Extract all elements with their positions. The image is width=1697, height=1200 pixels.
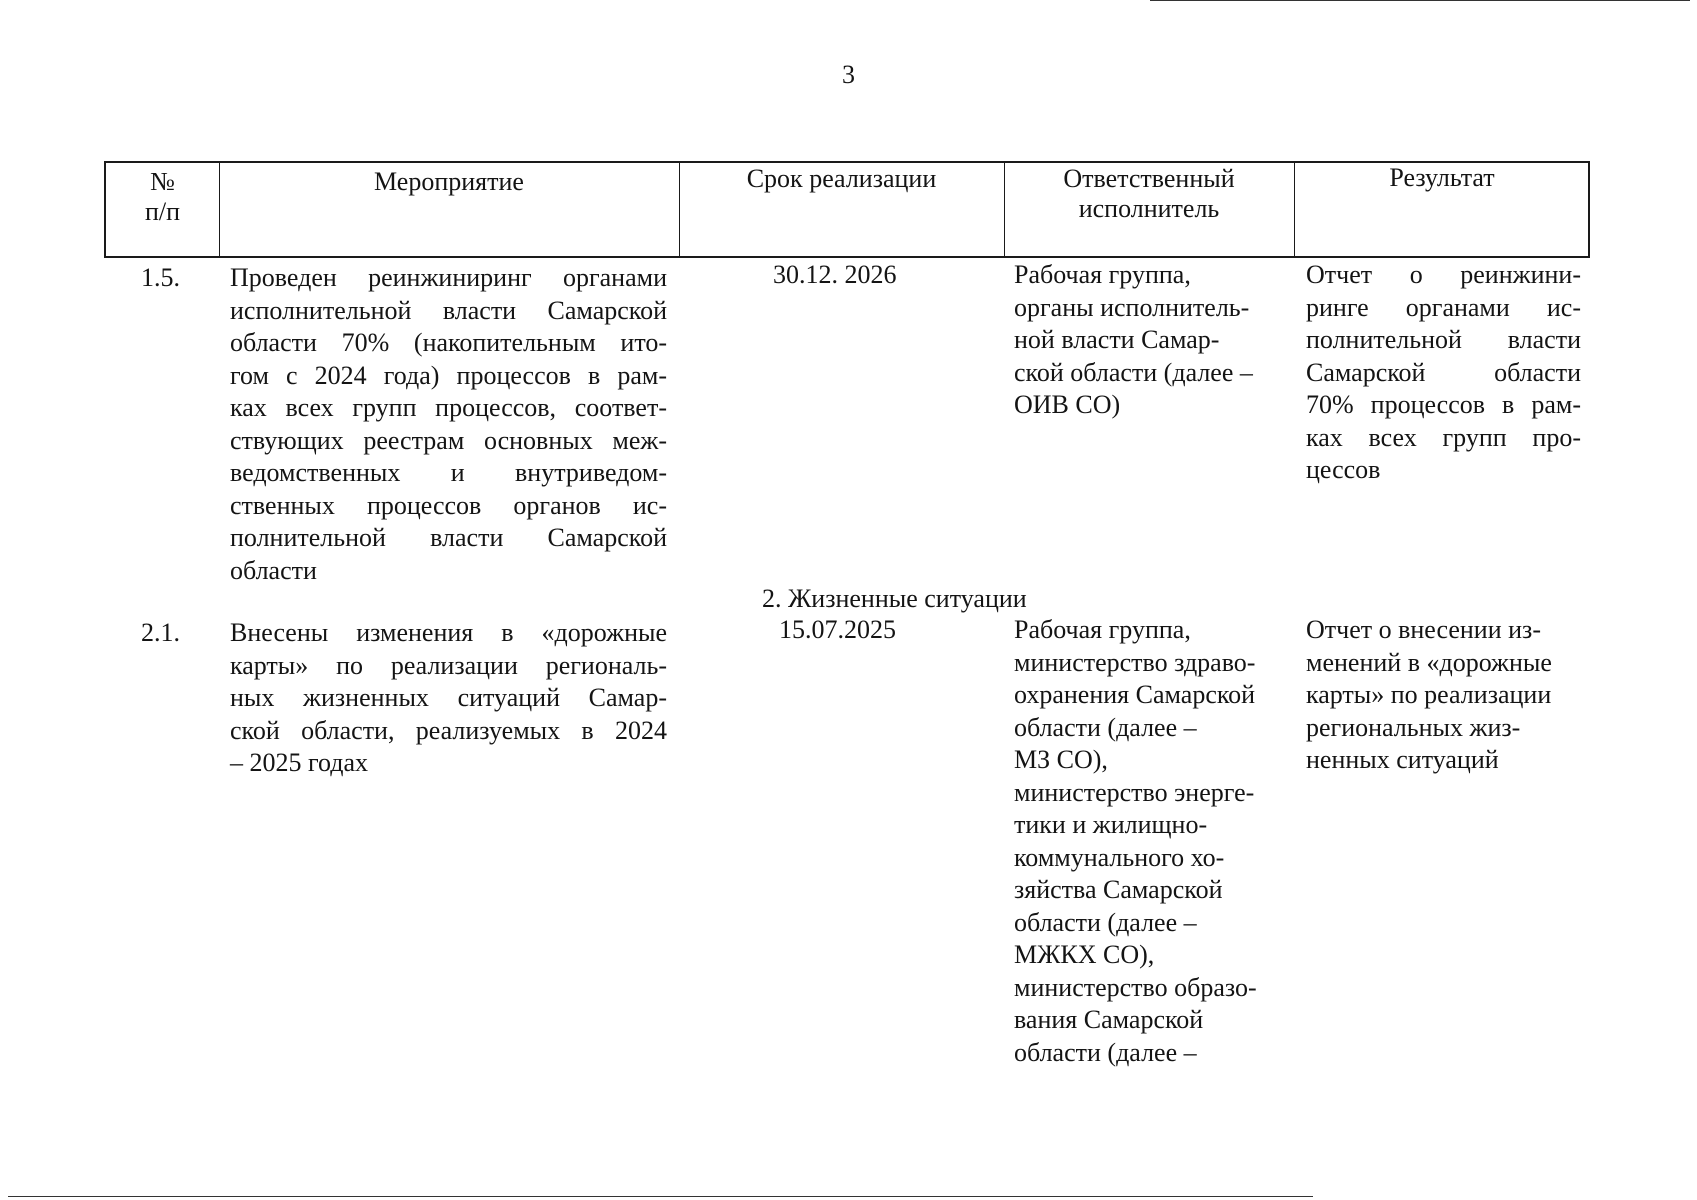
text-line: ненных ситуаций <box>1306 745 1499 774</box>
text-line: ках всех групп про- <box>1306 422 1581 452</box>
text-line: МЖКХ СО), <box>1014 940 1155 969</box>
text-line: органы исполнитель- <box>1014 292 1250 322</box>
text-line: полнительной власти Самарской <box>230 523 667 552</box>
text-line: ведомственных и внутриведом- <box>230 458 667 487</box>
table-header <box>104 161 1590 258</box>
header-executor-line: исполнитель <box>1078 194 1220 223</box>
row-term: 30.12. 2026 <box>773 260 897 289</box>
header-executor <box>1004 164 1294 224</box>
text-line: гом с 2024 года) процессов в рам- <box>230 360 667 390</box>
text-line: Рабочая группа, <box>1014 615 1191 644</box>
scan-top-edge-line <box>1150 0 1690 1</box>
row-result-text <box>1306 259 1581 487</box>
row-term: 15.07.2025 <box>779 615 896 644</box>
header-num-line: п/п <box>144 197 181 226</box>
text-line: ных жизненных ситуаций Самар- <box>230 683 667 712</box>
row-executor-text <box>1014 259 1253 422</box>
page-number: 3 <box>842 60 855 89</box>
text-line: вания Самарской <box>1014 1005 1204 1034</box>
text-line: коммунального хо- <box>1014 842 1225 872</box>
text-line: исполнительной власти Самарской <box>230 295 667 325</box>
text-line: карты» по реализации <box>1306 680 1552 709</box>
text-line: – 2025 годах <box>230 748 369 777</box>
row-event-text <box>230 262 667 587</box>
header-executor-line: Ответственный <box>1063 164 1235 193</box>
text-line: области <box>230 555 317 585</box>
text-line: цессов <box>1306 455 1381 484</box>
text-line: Отчет о реинжини- <box>1306 260 1581 289</box>
text-line: области (далее – <box>1014 907 1197 937</box>
text-line: области (далее – <box>1014 712 1197 742</box>
text-line: ках всех групп процессов, соответ- <box>230 393 667 422</box>
row-event-text <box>230 617 667 780</box>
text-line: ОИВ СО) <box>1014 390 1121 419</box>
header-term: Срок реализации <box>746 164 937 193</box>
text-line: Самарской области <box>1306 357 1581 387</box>
text-line: зяйства Самарской <box>1014 875 1223 904</box>
row-result-text <box>1306 614 1552 777</box>
row-number: 2.1. <box>141 618 180 647</box>
header-result: Результат <box>1389 163 1495 192</box>
text-line: ственных процессов органов ис- <box>230 490 667 520</box>
scan-bottom-edge-line <box>8 1196 1313 1197</box>
text-line: ской области (далее – <box>1014 357 1253 387</box>
text-line: полнительной власти <box>1306 325 1581 354</box>
text-line: Проведен реинжиниринг органами <box>230 263 667 292</box>
text-line: ствующих реестрам основных меж- <box>230 425 667 455</box>
text-line: тики и жилищно- <box>1014 810 1208 839</box>
text-line: 70% процессов в рам- <box>1306 390 1581 419</box>
text-line: Рабочая группа, <box>1014 260 1191 289</box>
section-title: 2. Жизненные ситуации <box>762 584 1027 613</box>
row-number: 1.5. <box>141 263 180 292</box>
text-line: региональных жиз- <box>1306 712 1521 742</box>
header-num-line: № <box>150 167 175 196</box>
row-executor-text <box>1014 614 1257 1069</box>
text-line: министерство образо- <box>1014 972 1257 1002</box>
header-num <box>106 167 219 227</box>
text-line: ринге органами ис- <box>1306 292 1581 322</box>
text-line: МЗ СО), <box>1014 745 1108 774</box>
text-line: охранения Самарской <box>1014 680 1256 709</box>
text-line: министерство энерге- <box>1014 777 1255 807</box>
text-line: карты» по реализации региональ- <box>230 650 667 680</box>
text-line: министерство здраво- <box>1014 647 1256 677</box>
text-line: ной власти Самар- <box>1014 325 1220 354</box>
header-event: Мероприятие <box>374 167 524 196</box>
text-line: Отчет о внесении из- <box>1306 615 1541 644</box>
text-line: Внесены изменения в «дорожные <box>230 618 667 647</box>
text-line: ской области, реализуемых в 2024 <box>230 715 667 745</box>
text-line: области 70% (накопительным ито- <box>230 328 667 357</box>
text-line: менений в «дорожные <box>1306 647 1552 677</box>
text-line: области (далее – <box>1014 1037 1197 1067</box>
